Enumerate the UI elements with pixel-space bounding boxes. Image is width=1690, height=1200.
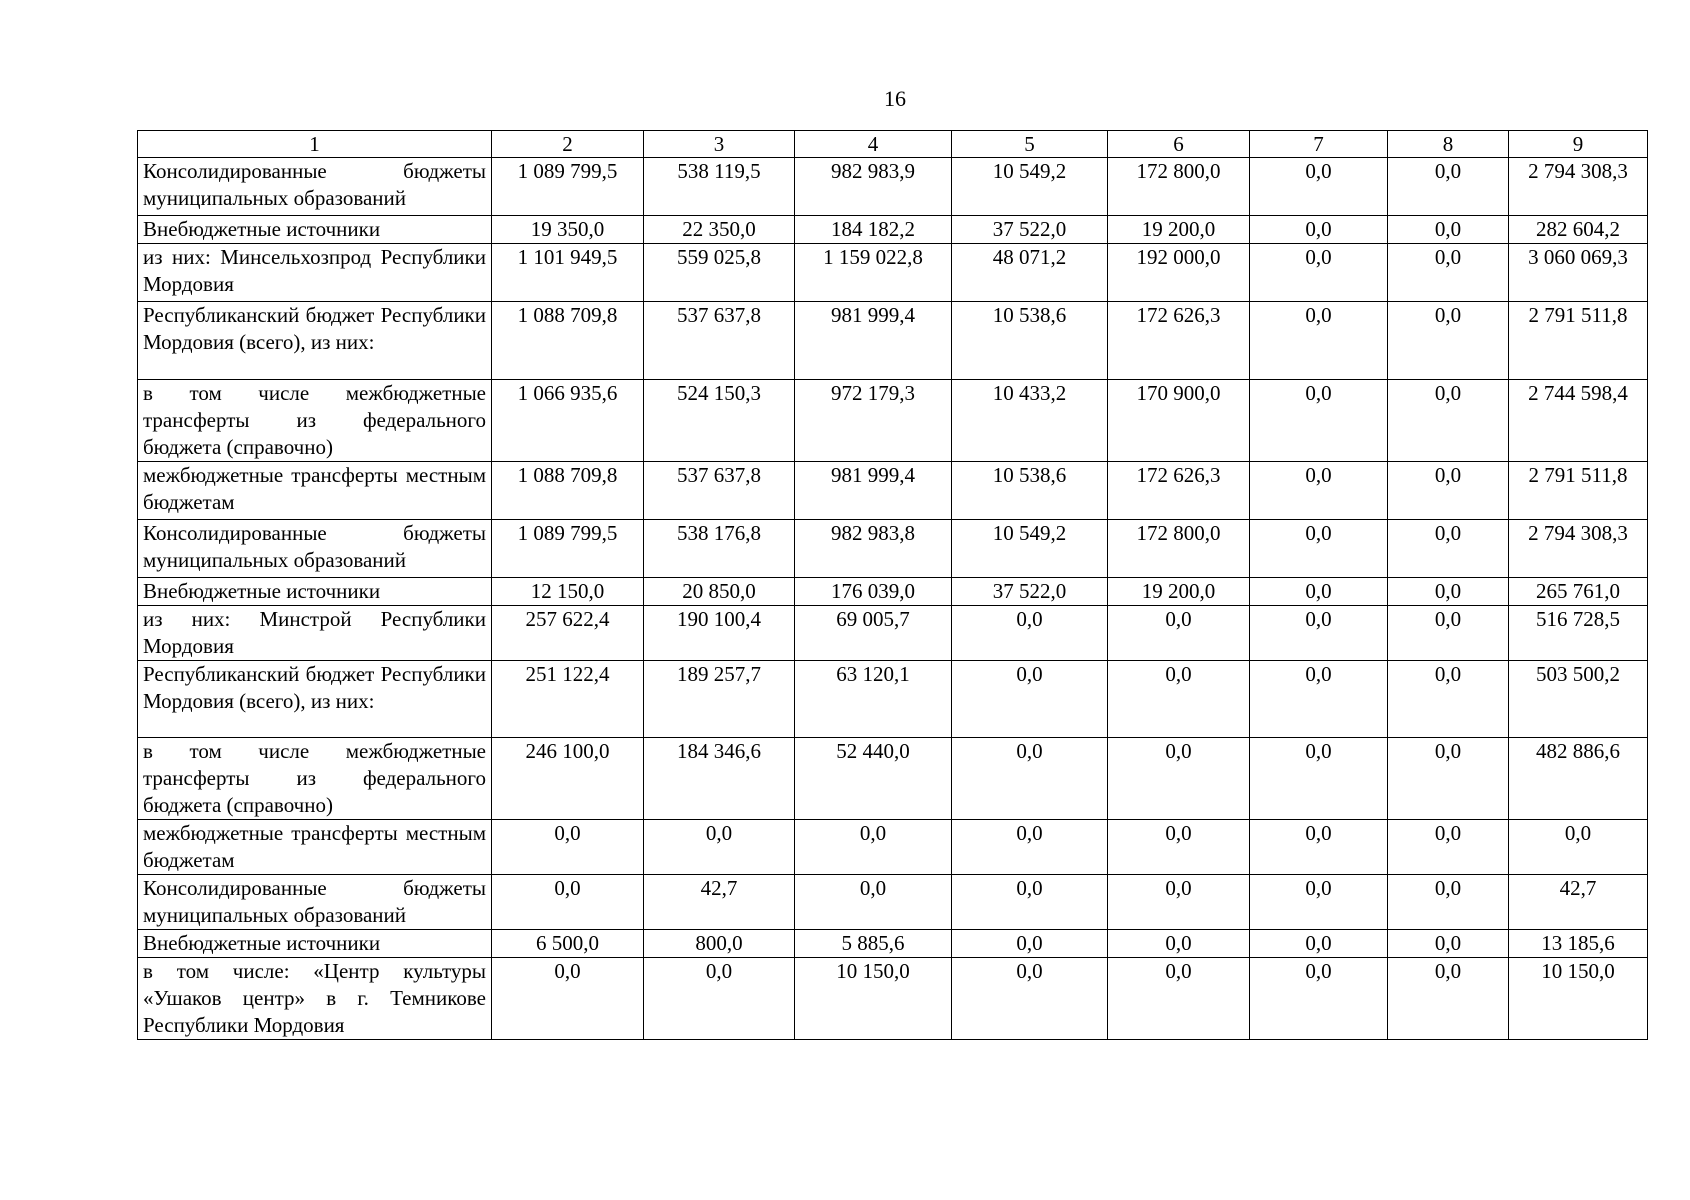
cell-value: 0,0 [952, 958, 1108, 1040]
row-label: Консолидированные бюджеты муниципальных образований [138, 875, 492, 930]
cell-value: 0,0 [1250, 875, 1388, 930]
row-label: Республиканский бюджет Республики Мордовия (всего), из них: [138, 302, 492, 380]
cell-value: 2 794 308,3 [1509, 158, 1648, 216]
cell-value: 1 159 022,8 [795, 244, 952, 302]
cell-value: 52 440,0 [795, 738, 952, 820]
table-row [138, 738, 1648, 820]
cell-value: 0,0 [1388, 930, 1509, 958]
column-header-7: 7 [1250, 131, 1388, 158]
cell-value: 0,0 [952, 661, 1108, 738]
cell-value: 0,0 [1388, 875, 1509, 930]
cell-value: 37 522,0 [952, 216, 1108, 244]
cell-value: 184 182,2 [795, 216, 952, 244]
cell-value: 982 983,9 [795, 158, 952, 216]
cell-value: 1 089 799,5 [492, 158, 644, 216]
cell-value: 172 800,0 [1108, 158, 1250, 216]
column-header-1: 1 [138, 131, 492, 158]
row-label: Внебюджетные источники [138, 578, 492, 606]
cell-value: 0,0 [1250, 820, 1388, 875]
cell-value: 0,0 [1250, 244, 1388, 302]
cell-value: 246 100,0 [492, 738, 644, 820]
cell-value: 192 000,0 [1108, 244, 1250, 302]
cell-value: 0,0 [795, 875, 952, 930]
cell-value: 0,0 [1108, 820, 1250, 875]
cell-value: 2 791 511,8 [1509, 462, 1648, 520]
cell-value: 0,0 [1388, 216, 1509, 244]
cell-value: 19 200,0 [1108, 578, 1250, 606]
cell-value: 0,0 [1388, 578, 1509, 606]
cell-value: 5 885,6 [795, 930, 952, 958]
cell-value: 10 549,2 [952, 520, 1108, 578]
cell-value: 19 200,0 [1108, 216, 1250, 244]
cell-value: 69 005,7 [795, 606, 952, 661]
cell-value: 1 101 949,5 [492, 244, 644, 302]
cell-value: 0,0 [1388, 380, 1509, 462]
table-row [138, 158, 1648, 216]
cell-value: 13 185,6 [1509, 930, 1648, 958]
row-label: Консолидированные бюджеты муниципальных образований [138, 520, 492, 578]
cell-value: 12 150,0 [492, 578, 644, 606]
cell-value: 10 150,0 [795, 958, 952, 1040]
cell-value: 0,0 [1388, 244, 1509, 302]
cell-value: 184 346,6 [644, 738, 795, 820]
cell-value: 251 122,4 [492, 661, 644, 738]
cell-value: 524 150,3 [644, 380, 795, 462]
cell-value: 0,0 [1250, 462, 1388, 520]
column-header-5: 5 [952, 131, 1108, 158]
table-row [138, 520, 1648, 578]
row-label: в том числе межбюджетные трансферты из федерального бюджета (справочно) [138, 738, 492, 820]
row-label: межбюджетные трансферты местным бюджетам [138, 820, 492, 875]
column-header-4: 4 [795, 131, 952, 158]
table-row [138, 875, 1648, 930]
cell-value: 22 350,0 [644, 216, 795, 244]
cell-value: 0,0 [1108, 661, 1250, 738]
cell-value: 0,0 [1388, 738, 1509, 820]
cell-value: 190 100,4 [644, 606, 795, 661]
table-row [138, 661, 1648, 738]
table-row [138, 380, 1648, 462]
cell-value: 538 119,5 [644, 158, 795, 216]
cell-value: 0,0 [644, 958, 795, 1040]
cell-value: 0,0 [1388, 462, 1509, 520]
row-label: из них: Минстрой Республики Мордовия [138, 606, 492, 661]
cell-value: 0,0 [492, 958, 644, 1040]
table-row [138, 216, 1648, 244]
table-row [138, 606, 1648, 661]
cell-value: 176 039,0 [795, 578, 952, 606]
cell-value: 3 060 069,3 [1509, 244, 1648, 302]
cell-value: 257 622,4 [492, 606, 644, 661]
cell-value: 0,0 [1108, 738, 1250, 820]
cell-value: 172 626,3 [1108, 302, 1250, 380]
column-header-9: 9 [1509, 131, 1648, 158]
cell-value: 0,0 [1388, 302, 1509, 380]
cell-value: 0,0 [492, 875, 644, 930]
cell-value: 37 522,0 [952, 578, 1108, 606]
cell-value: 981 999,4 [795, 302, 952, 380]
row-label: Республиканский бюджет Республики Мордовия (всего), из них: [138, 661, 492, 738]
cell-value: 2 744 598,4 [1509, 380, 1648, 462]
cell-value: 972 179,3 [795, 380, 952, 462]
cell-value: 42,7 [1509, 875, 1648, 930]
cell-value: 0,0 [952, 738, 1108, 820]
table-row [138, 578, 1648, 606]
column-header-6: 6 [1108, 131, 1250, 158]
row-label: межбюджетные трансферты местным бюджетам [138, 462, 492, 520]
budget-table [137, 130, 1648, 1040]
cell-value: 0,0 [952, 930, 1108, 958]
cell-value: 189 257,7 [644, 661, 795, 738]
cell-value: 0,0 [644, 820, 795, 875]
cell-value: 265 761,0 [1509, 578, 1648, 606]
cell-value: 0,0 [1388, 606, 1509, 661]
cell-value: 42,7 [644, 875, 795, 930]
cell-value: 0,0 [1388, 958, 1509, 1040]
cell-value: 0,0 [952, 606, 1108, 661]
cell-value: 0,0 [1250, 216, 1388, 244]
row-label: Внебюджетные источники [138, 216, 492, 244]
cell-value: 282 604,2 [1509, 216, 1648, 244]
cell-value: 1 088 709,8 [492, 302, 644, 380]
cell-value: 48 071,2 [952, 244, 1108, 302]
table-row [138, 820, 1648, 875]
page-number: 16 [884, 86, 906, 111]
cell-value: 538 176,8 [644, 520, 795, 578]
cell-value: 0,0 [1250, 930, 1388, 958]
cell-value: 800,0 [644, 930, 795, 958]
cell-value: 172 626,3 [1108, 462, 1250, 520]
cell-value: 0,0 [795, 820, 952, 875]
row-label: в том числе: «Центр культуры «Ушаков центр» в г. Темникове Республики Мордовия [138, 958, 492, 1040]
column-header-8: 8 [1388, 131, 1509, 158]
table-row [138, 462, 1648, 520]
cell-value: 0,0 [1250, 380, 1388, 462]
table-row [138, 302, 1648, 380]
cell-value: 482 886,6 [1509, 738, 1648, 820]
cell-value: 0,0 [1250, 158, 1388, 216]
header-row [138, 131, 1648, 158]
cell-value: 0,0 [1108, 606, 1250, 661]
table-row [138, 244, 1648, 302]
cell-value: 503 500,2 [1509, 661, 1648, 738]
cell-value: 0,0 [1250, 661, 1388, 738]
cell-value: 0,0 [1250, 520, 1388, 578]
cell-value: 20 850,0 [644, 578, 795, 606]
cell-value: 1 066 935,6 [492, 380, 644, 462]
cell-value: 0,0 [1388, 520, 1509, 578]
cell-value: 10 150,0 [1509, 958, 1648, 1040]
column-header-2: 2 [492, 131, 644, 158]
cell-value: 0,0 [1250, 606, 1388, 661]
cell-value: 10 433,2 [952, 380, 1108, 462]
cell-value: 0,0 [1388, 158, 1509, 216]
cell-value: 0,0 [1250, 738, 1388, 820]
table-row [138, 930, 1648, 958]
cell-value: 172 800,0 [1108, 520, 1250, 578]
cell-value: 0,0 [492, 820, 644, 875]
cell-value: 6 500,0 [492, 930, 644, 958]
cell-value: 0,0 [952, 875, 1108, 930]
cell-value: 1 088 709,8 [492, 462, 644, 520]
cell-value: 0,0 [1108, 875, 1250, 930]
cell-value: 0,0 [1509, 820, 1648, 875]
cell-value: 10 549,2 [952, 158, 1108, 216]
row-label: Консолидированные бюджеты муниципальных образований [138, 158, 492, 216]
cell-value: 537 637,8 [644, 462, 795, 520]
cell-value: 0,0 [1250, 958, 1388, 1040]
cell-value: 0,0 [1250, 302, 1388, 380]
cell-value: 170 900,0 [1108, 380, 1250, 462]
cell-value: 2 791 511,8 [1509, 302, 1648, 380]
row-label: из них: Минсельхозпрод Республики Мордовия [138, 244, 492, 302]
cell-value: 63 120,1 [795, 661, 952, 738]
cell-value: 981 999,4 [795, 462, 952, 520]
row-label: в том числе межбюджетные трансферты из федерального бюджета (справочно) [138, 380, 492, 462]
cell-value: 2 794 308,3 [1509, 520, 1648, 578]
cell-value: 19 350,0 [492, 216, 644, 244]
cell-value: 559 025,8 [644, 244, 795, 302]
row-label: Внебюджетные источники [138, 930, 492, 958]
cell-value: 0,0 [1388, 661, 1509, 738]
cell-value: 1 089 799,5 [492, 520, 644, 578]
cell-value: 10 538,6 [952, 302, 1108, 380]
cell-value: 0,0 [1108, 930, 1250, 958]
cell-value: 0,0 [1250, 578, 1388, 606]
cell-value: 537 637,8 [644, 302, 795, 380]
cell-value: 0,0 [1108, 958, 1250, 1040]
cell-value: 982 983,8 [795, 520, 952, 578]
cell-value: 10 538,6 [952, 462, 1108, 520]
table-row [138, 958, 1648, 1040]
column-header-3: 3 [644, 131, 795, 158]
cell-value: 0,0 [952, 820, 1108, 875]
cell-value: 516 728,5 [1509, 606, 1648, 661]
cell-value: 0,0 [1388, 820, 1509, 875]
